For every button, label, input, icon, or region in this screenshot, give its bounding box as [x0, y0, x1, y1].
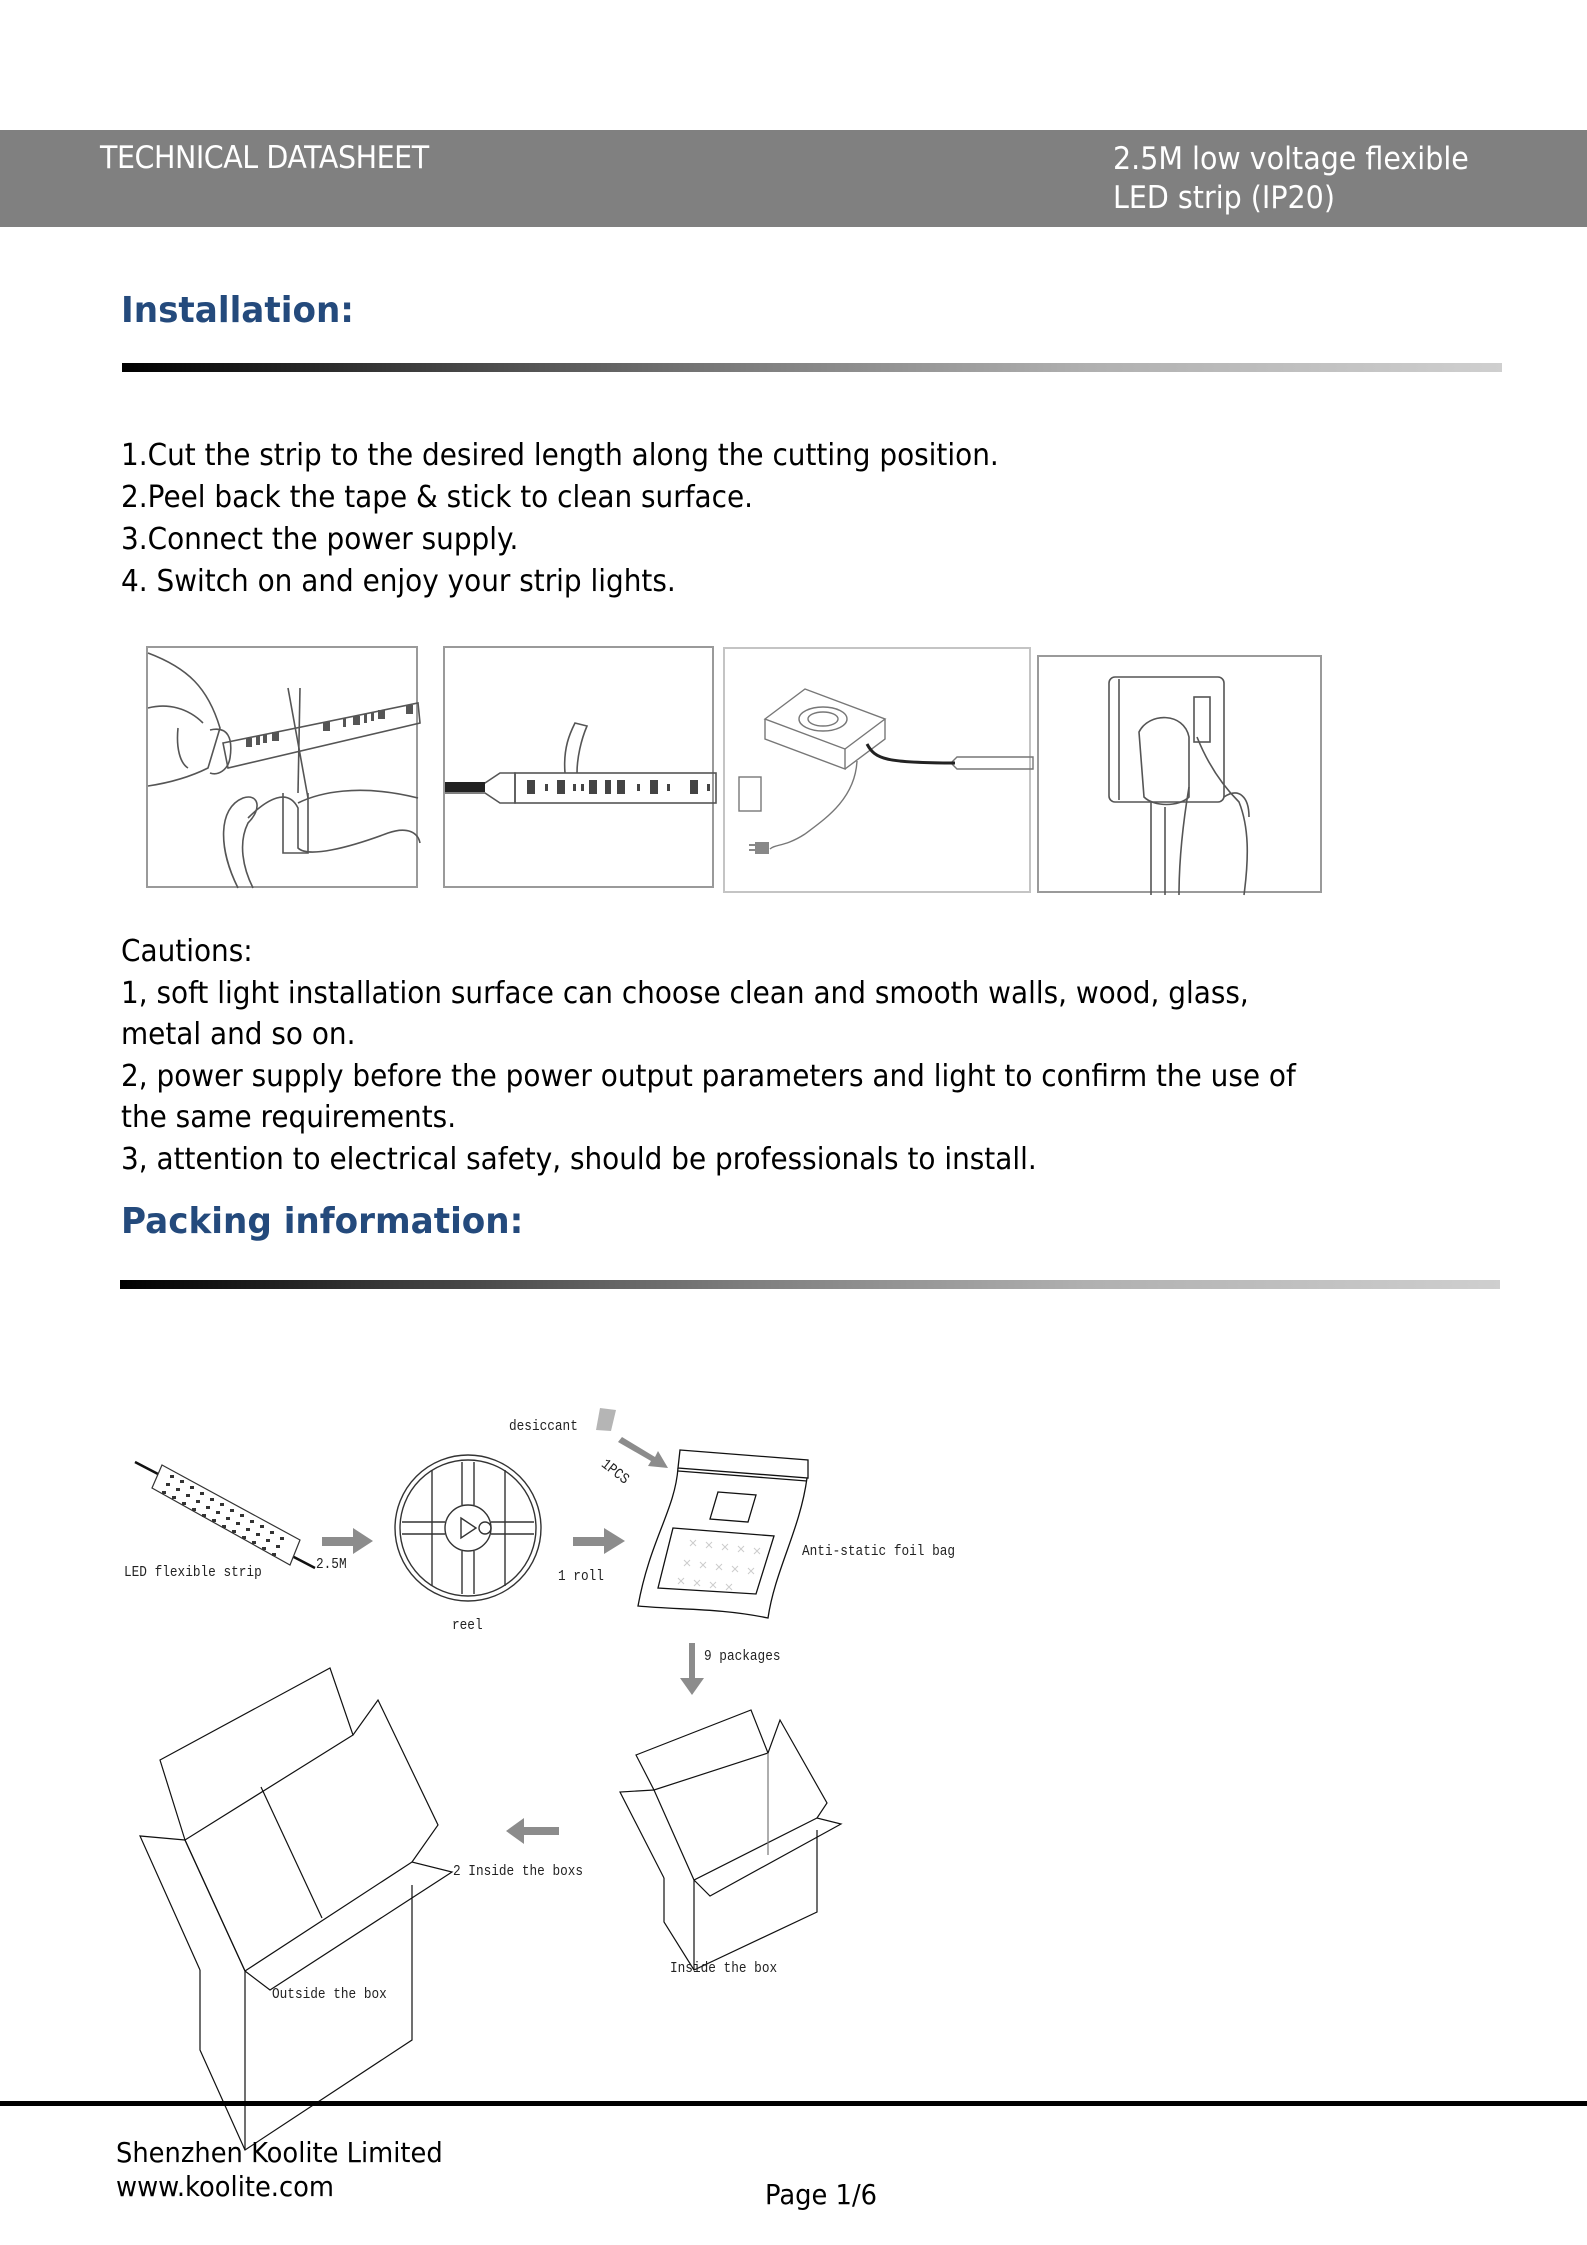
footer-website[interactable]: www.koolite.com — [116, 2170, 335, 2203]
arrow-diagonal-icon — [618, 1437, 668, 1468]
step-item: 1.Cut the strip to the desired length along the cutting position. — [121, 438, 999, 473]
step-item: 4. Switch on and enjoy your strip lights. — [121, 564, 676, 599]
caution-line: metal and so on. — [121, 1017, 356, 1052]
caution-line: 1, soft light installation surface can choose clean and smooth walls, wood, glass, — [121, 975, 1249, 1011]
reel-icon — [395, 1455, 541, 1601]
arrow-down-icon — [680, 1643, 704, 1695]
led-strip-roll-icon — [135, 1462, 315, 1568]
footer-divider — [0, 2101, 1587, 2106]
product-title-line-2: LED strip (IP20) — [1113, 180, 1335, 216]
inside-box-icon — [620, 1710, 841, 1970]
installation-heading: Installation: — [121, 290, 354, 331]
label-outside-box: Outside the box — [272, 1986, 387, 2003]
product-title-line-1: 2.5M low voltage flexible — [1113, 141, 1469, 177]
foil-bag-icon — [638, 1450, 808, 1618]
outside-box-icon — [140, 1668, 452, 2150]
desiccant-icon — [596, 1408, 616, 1431]
packing-heading: Packing information: — [121, 1201, 524, 1242]
caution-line: the same requirements. — [121, 1100, 457, 1135]
label-two-inside-boxes: 2 Inside the boxs — [453, 1863, 584, 1880]
cautions-title: Cautions: — [121, 934, 253, 969]
label-desiccant: desiccant — [509, 1418, 578, 1435]
arrow-left-icon — [506, 1818, 559, 1844]
label-foil-bag: Anti-static foil bag — [802, 1543, 956, 1560]
bag-pattern — [678, 1540, 760, 1590]
label-pcs: 1PCS — [597, 1456, 633, 1489]
page-number: Page 1/6 — [765, 2178, 878, 2211]
caution-line: 3, attention to electrical safety, should be professionals to install. — [121, 1141, 1037, 1177]
label-led-strip: LED flexible strip — [124, 1564, 262, 1581]
label-roll: 1 roll — [558, 1568, 604, 1585]
footer-company: Shenzhen Koolite Limited — [116, 2136, 443, 2169]
arrow-right-icon — [322, 1528, 373, 1554]
label-reel: reel — [452, 1617, 483, 1634]
arrow-right-icon — [573, 1528, 625, 1554]
step-item: 2.Peel back the tape & stick to clean surface. — [121, 480, 753, 515]
label-inside-box: Inside the box — [670, 1960, 778, 1977]
label-length: 2.5M — [316, 1556, 347, 1573]
step-item: 3.Connect the power supply. — [121, 522, 519, 557]
document-type-title: TECHNICAL DATASHEET — [100, 140, 429, 176]
label-packages: 9 packages — [704, 1648, 781, 1665]
caution-line: 2, power supply before the power output parameters and light to confirm the use of — [121, 1058, 1296, 1094]
